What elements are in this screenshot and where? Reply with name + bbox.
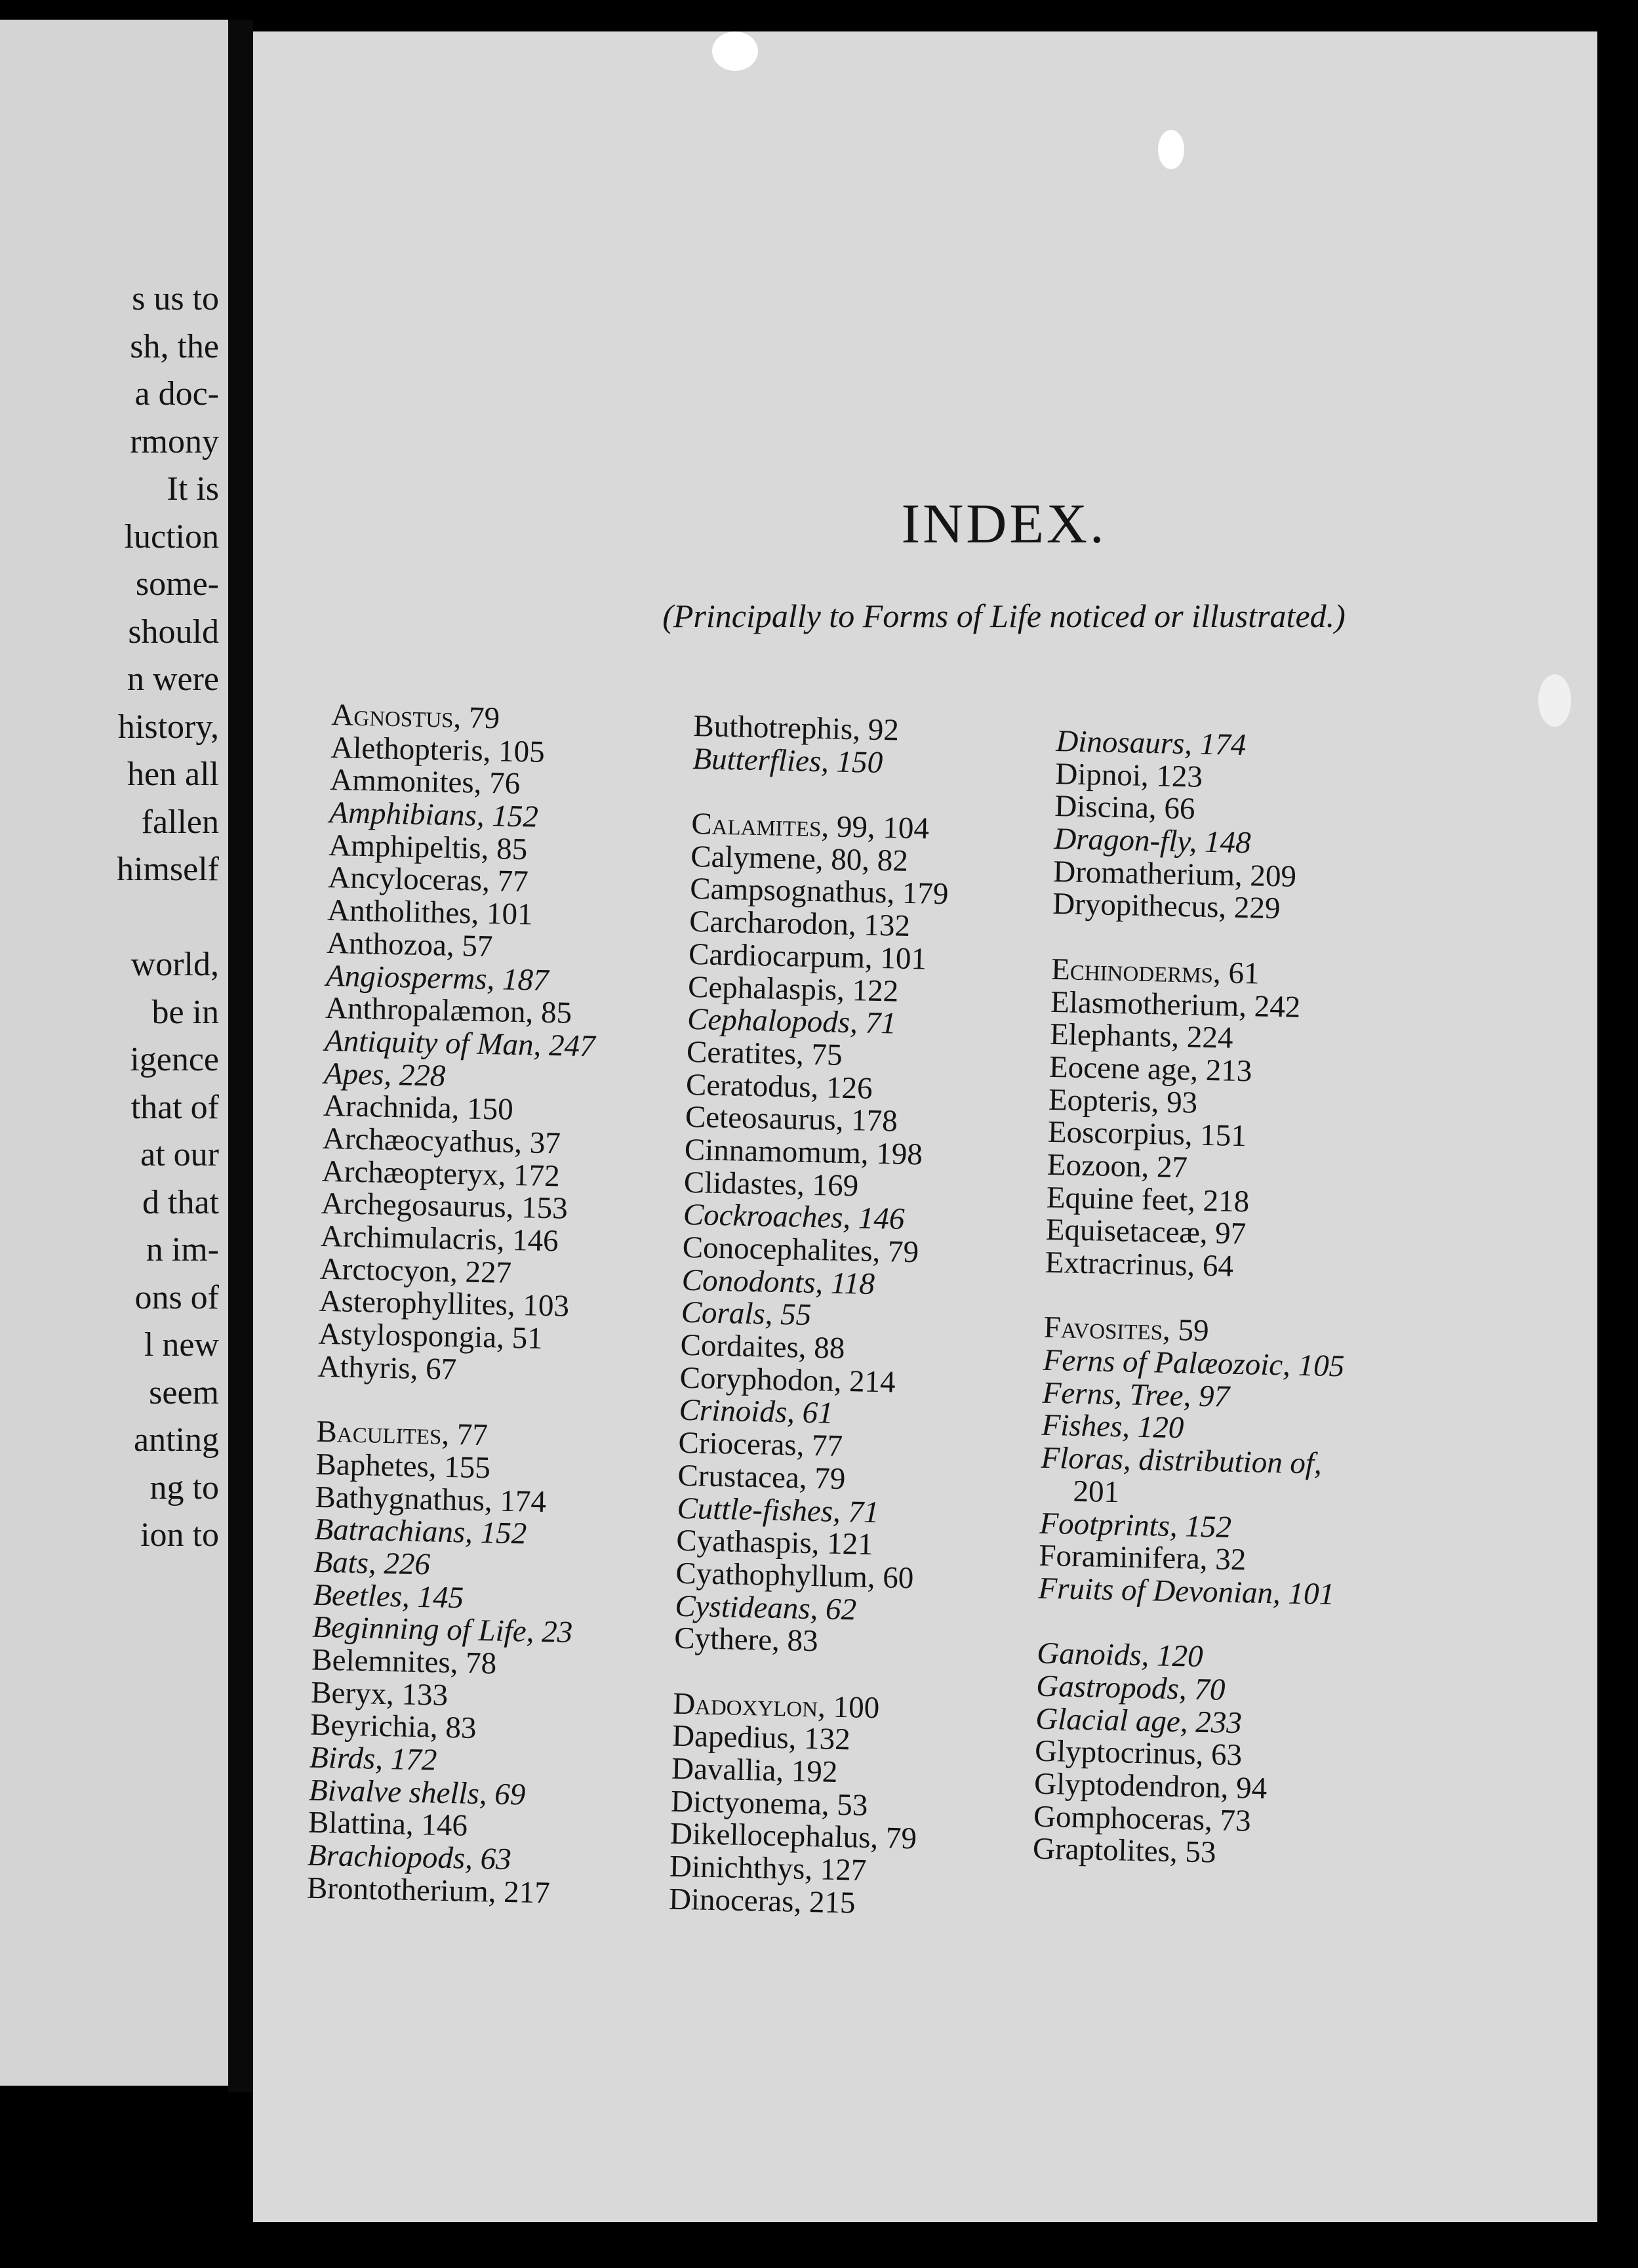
index-entry: Dryopithecus, 229 xyxy=(1052,887,1281,926)
left-page-line: n im- xyxy=(146,1231,219,1268)
index-entry: Footprints, 152 xyxy=(1039,1506,1232,1545)
index-entry: Ceratodus, 126 xyxy=(685,1067,873,1106)
index-entry: Dromatherium, 209 xyxy=(1052,854,1297,894)
index-entry: Athyris, 67 xyxy=(317,1349,457,1387)
index-entry: Cuttle-fishes, 71 xyxy=(676,1491,880,1529)
left-page-line: luction xyxy=(124,517,219,556)
left-page-line: history, xyxy=(117,708,219,746)
index-entry: Extracrinus, 64 xyxy=(1045,1245,1234,1284)
index-entry: Discina, 66 xyxy=(1054,789,1195,826)
left-page-line: be in xyxy=(151,993,219,1031)
index-entry: Ferns of Palæozoic, 105 xyxy=(1043,1343,1345,1384)
index-entry: Amphipeltis, 85 xyxy=(328,828,528,867)
index-entry: Anthozoa, 57 xyxy=(326,925,493,964)
index-entry: Dictyonema, 53 xyxy=(670,1784,868,1823)
index-entry: Archæopteryx, 172 xyxy=(321,1154,561,1194)
left-page-line: sh, the xyxy=(130,327,219,365)
paper-blemish xyxy=(1538,674,1571,727)
index-entry: Crustacea, 79 xyxy=(677,1458,846,1496)
index-entry: Calamites, 99, 104 xyxy=(690,807,930,846)
left-page-line: at our xyxy=(140,1136,219,1173)
index-entry: 201 xyxy=(1073,1474,1120,1510)
left-page-line: n were xyxy=(127,660,219,698)
index-entry: Coryphodon, 214 xyxy=(679,1360,896,1400)
index-entry: Favosites, 59 xyxy=(1043,1310,1210,1348)
index-entry: Equine feet, 218 xyxy=(1046,1180,1250,1219)
index-entry: Davallia, 192 xyxy=(671,1751,838,1789)
index-entry: Fruits of Devonian, 101 xyxy=(1037,1571,1335,1612)
left-page-line: should xyxy=(128,613,219,651)
index-entry: Gomphoceras, 73 xyxy=(1033,1799,1252,1838)
index-entry: Beetles, 145 xyxy=(312,1577,464,1615)
index-entry: Calymene, 80, 82 xyxy=(690,839,909,878)
index-column-1 xyxy=(306,699,602,1911)
index-entry: Cockroaches, 146 xyxy=(683,1198,905,1237)
index-entry: Bathygnathus, 174 xyxy=(314,1480,547,1519)
paper-blemish xyxy=(1158,130,1184,169)
index-entry: Archimulacris, 146 xyxy=(320,1219,559,1259)
index-entry: Eopteris, 93 xyxy=(1048,1082,1198,1120)
page-gutter xyxy=(228,20,253,2092)
index-entry: Conocephalites, 79 xyxy=(682,1230,919,1270)
left-page-line: s us to xyxy=(132,280,219,317)
index-entry: Amphibians, 152 xyxy=(329,796,539,834)
index-entry: Agnostus, 79 xyxy=(330,698,500,736)
index-entry: Asterophyllites, 103 xyxy=(319,1284,570,1324)
index-entry: Arctocyon, 227 xyxy=(319,1251,512,1290)
index-entry: Baculites, 77 xyxy=(316,1414,489,1453)
index-entry: Cyathophyllum, 60 xyxy=(675,1556,914,1596)
left-page-line: fallen xyxy=(141,803,219,841)
index-entry: Blattina, 146 xyxy=(308,1806,468,1844)
index-entry: Cyathaspis, 121 xyxy=(675,1523,874,1562)
index-entry: Cythere, 83 xyxy=(673,1621,819,1659)
index-entry: Beginning of Life, 23 xyxy=(311,1610,573,1650)
index-entry: Conodonts, 118 xyxy=(681,1263,875,1301)
page-title: INDEX. xyxy=(901,492,1107,555)
index-entry: Eocene age, 213 xyxy=(1049,1049,1252,1089)
index-entry: Bivalve shells, 69 xyxy=(308,1773,526,1812)
index-entry: Carcharodon, 132 xyxy=(689,904,911,944)
index-entry: Cordaites, 88 xyxy=(680,1327,845,1366)
index-entry: Archegosaurus, 153 xyxy=(321,1186,569,1226)
index-entry: Archæocyathus, 37 xyxy=(322,1121,561,1161)
index-entry: Foraminifera, 32 xyxy=(1038,1538,1247,1577)
index-column-3 xyxy=(1033,725,1358,1872)
left-page-line: a doc- xyxy=(134,375,219,413)
index-entry: Butterflies, 150 xyxy=(692,741,883,780)
left-page-line xyxy=(117,894,219,942)
left-page-line: that of xyxy=(130,1088,219,1126)
page-subtitle: (Principally to Forms of Life noticed or illustrated.) xyxy=(662,597,1346,634)
index-entry: Crioceras, 77 xyxy=(678,1425,843,1464)
left-page-line: hen all xyxy=(127,756,219,793)
right-page xyxy=(253,31,1597,2222)
index-entry: Astylospongia, 51 xyxy=(318,1316,544,1356)
index-entry: Arachnida, 150 xyxy=(323,1089,514,1127)
index-entry: Campsognathus, 179 xyxy=(689,872,949,912)
index-entry: Dadoxylon, 100 xyxy=(672,1686,880,1725)
index-entry: Cephalaspis, 122 xyxy=(687,969,899,1009)
index-entry: Antholithes, 101 xyxy=(327,893,534,932)
index-entry: Dipnoi, 123 xyxy=(1054,756,1203,794)
index-column-2 xyxy=(668,710,952,1921)
index-entry: Floras, distribution of, xyxy=(1041,1440,1323,1481)
index-entry: Apes, 228 xyxy=(323,1056,446,1093)
index-entry: Ammonites, 76 xyxy=(329,763,521,801)
index-entry: Corals, 55 xyxy=(681,1295,812,1333)
index-entry: Echinoderms, 61 xyxy=(1050,952,1260,991)
index-entry: Ceteosaurus, 178 xyxy=(685,1100,898,1139)
index-entry: Graptolites, 53 xyxy=(1032,1832,1216,1870)
index-entry: Glyptocrinus, 63 xyxy=(1034,1733,1243,1773)
index-entry: Batrachians, 152 xyxy=(313,1512,527,1551)
left-page xyxy=(0,20,228,2086)
index-entry: Beyrichia, 83 xyxy=(310,1707,477,1746)
left-page-line: ng to xyxy=(150,1468,219,1507)
paper-blemish xyxy=(712,31,758,71)
index-entry: Dinosaurs, 174 xyxy=(1055,724,1247,763)
index-entry: Cardiocarpum, 101 xyxy=(688,937,927,977)
index-entry: Antiquity of Man, 247 xyxy=(324,1023,596,1064)
left-page-line: rmony xyxy=(130,422,219,460)
index-entry: Anthropalæmon, 85 xyxy=(325,991,572,1030)
index-entry: Glacial age, 233 xyxy=(1035,1701,1243,1740)
left-page-line: d that xyxy=(142,1183,219,1221)
index-entry: Cystideans, 62 xyxy=(674,1589,857,1627)
index-entry: Brachiopods, 63 xyxy=(307,1838,512,1877)
index-entry: Brontotherium, 217 xyxy=(306,1871,551,1911)
left-page-line: ons of xyxy=(134,1278,219,1316)
left-page-line: some- xyxy=(135,565,219,603)
index-entry: Alethopteris, 105 xyxy=(330,730,546,769)
left-page-line: It is xyxy=(167,470,219,508)
index-entry: Eozoon, 27 xyxy=(1047,1147,1188,1185)
index-entry: Dragon-fly, 148 xyxy=(1053,822,1252,861)
index-entry: Ancyloceras, 77 xyxy=(327,861,529,899)
index-entry: Bats, 226 xyxy=(313,1545,431,1582)
index-entry: Angiosperms, 187 xyxy=(325,958,549,998)
index-entry: Birds, 172 xyxy=(309,1740,437,1777)
index-entry: Dinichthys, 127 xyxy=(669,1849,867,1888)
index-entry: Dapedius, 132 xyxy=(671,1718,851,1757)
index-entry: Glyptodendron, 94 xyxy=(1033,1766,1268,1806)
index-entry: Elasmotherium, 242 xyxy=(1050,984,1301,1024)
index-entry: Baphetes, 155 xyxy=(315,1447,491,1486)
index-entry: Ceratites, 75 xyxy=(686,1034,843,1072)
left-page-text xyxy=(117,275,219,1560)
left-page-line: seem xyxy=(149,1373,219,1411)
left-page-line: world, xyxy=(130,946,219,983)
index-entry: Dikellocephalus, 79 xyxy=(669,1817,917,1856)
index-entry: Gastropods, 70 xyxy=(1035,1669,1226,1707)
index-entry: Crinoids, 61 xyxy=(679,1393,834,1431)
index-entry: Dinoceras, 215 xyxy=(668,1882,856,1920)
left-page-line: l new xyxy=(144,1326,219,1364)
index-entry: Ganoids, 120 xyxy=(1036,1636,1204,1674)
left-page-line: ion to xyxy=(140,1516,219,1554)
index-entry: Belemnites, 78 xyxy=(311,1642,497,1681)
index-entry: Beryx, 133 xyxy=(310,1675,449,1712)
index-entry: Eoscorpius, 151 xyxy=(1047,1115,1247,1154)
index-entry: Cephalopods, 71 xyxy=(687,1002,897,1041)
left-page-line: anting xyxy=(134,1421,219,1459)
index-entry: Ferns, Tree, 97 xyxy=(1042,1375,1230,1414)
index-entry: Cinnamomum, 198 xyxy=(684,1132,923,1172)
index-entry: Equisetaceæ, 97 xyxy=(1045,1213,1247,1251)
left-page-line: igence xyxy=(130,1041,219,1078)
index-entry: Buthotrephis, 92 xyxy=(692,709,900,748)
index-entry: Elephants, 224 xyxy=(1049,1017,1233,1055)
left-page-line: himself xyxy=(117,851,219,888)
index-entry: Clidastes, 169 xyxy=(683,1165,859,1204)
index-entry: Fishes, 120 xyxy=(1041,1408,1184,1446)
